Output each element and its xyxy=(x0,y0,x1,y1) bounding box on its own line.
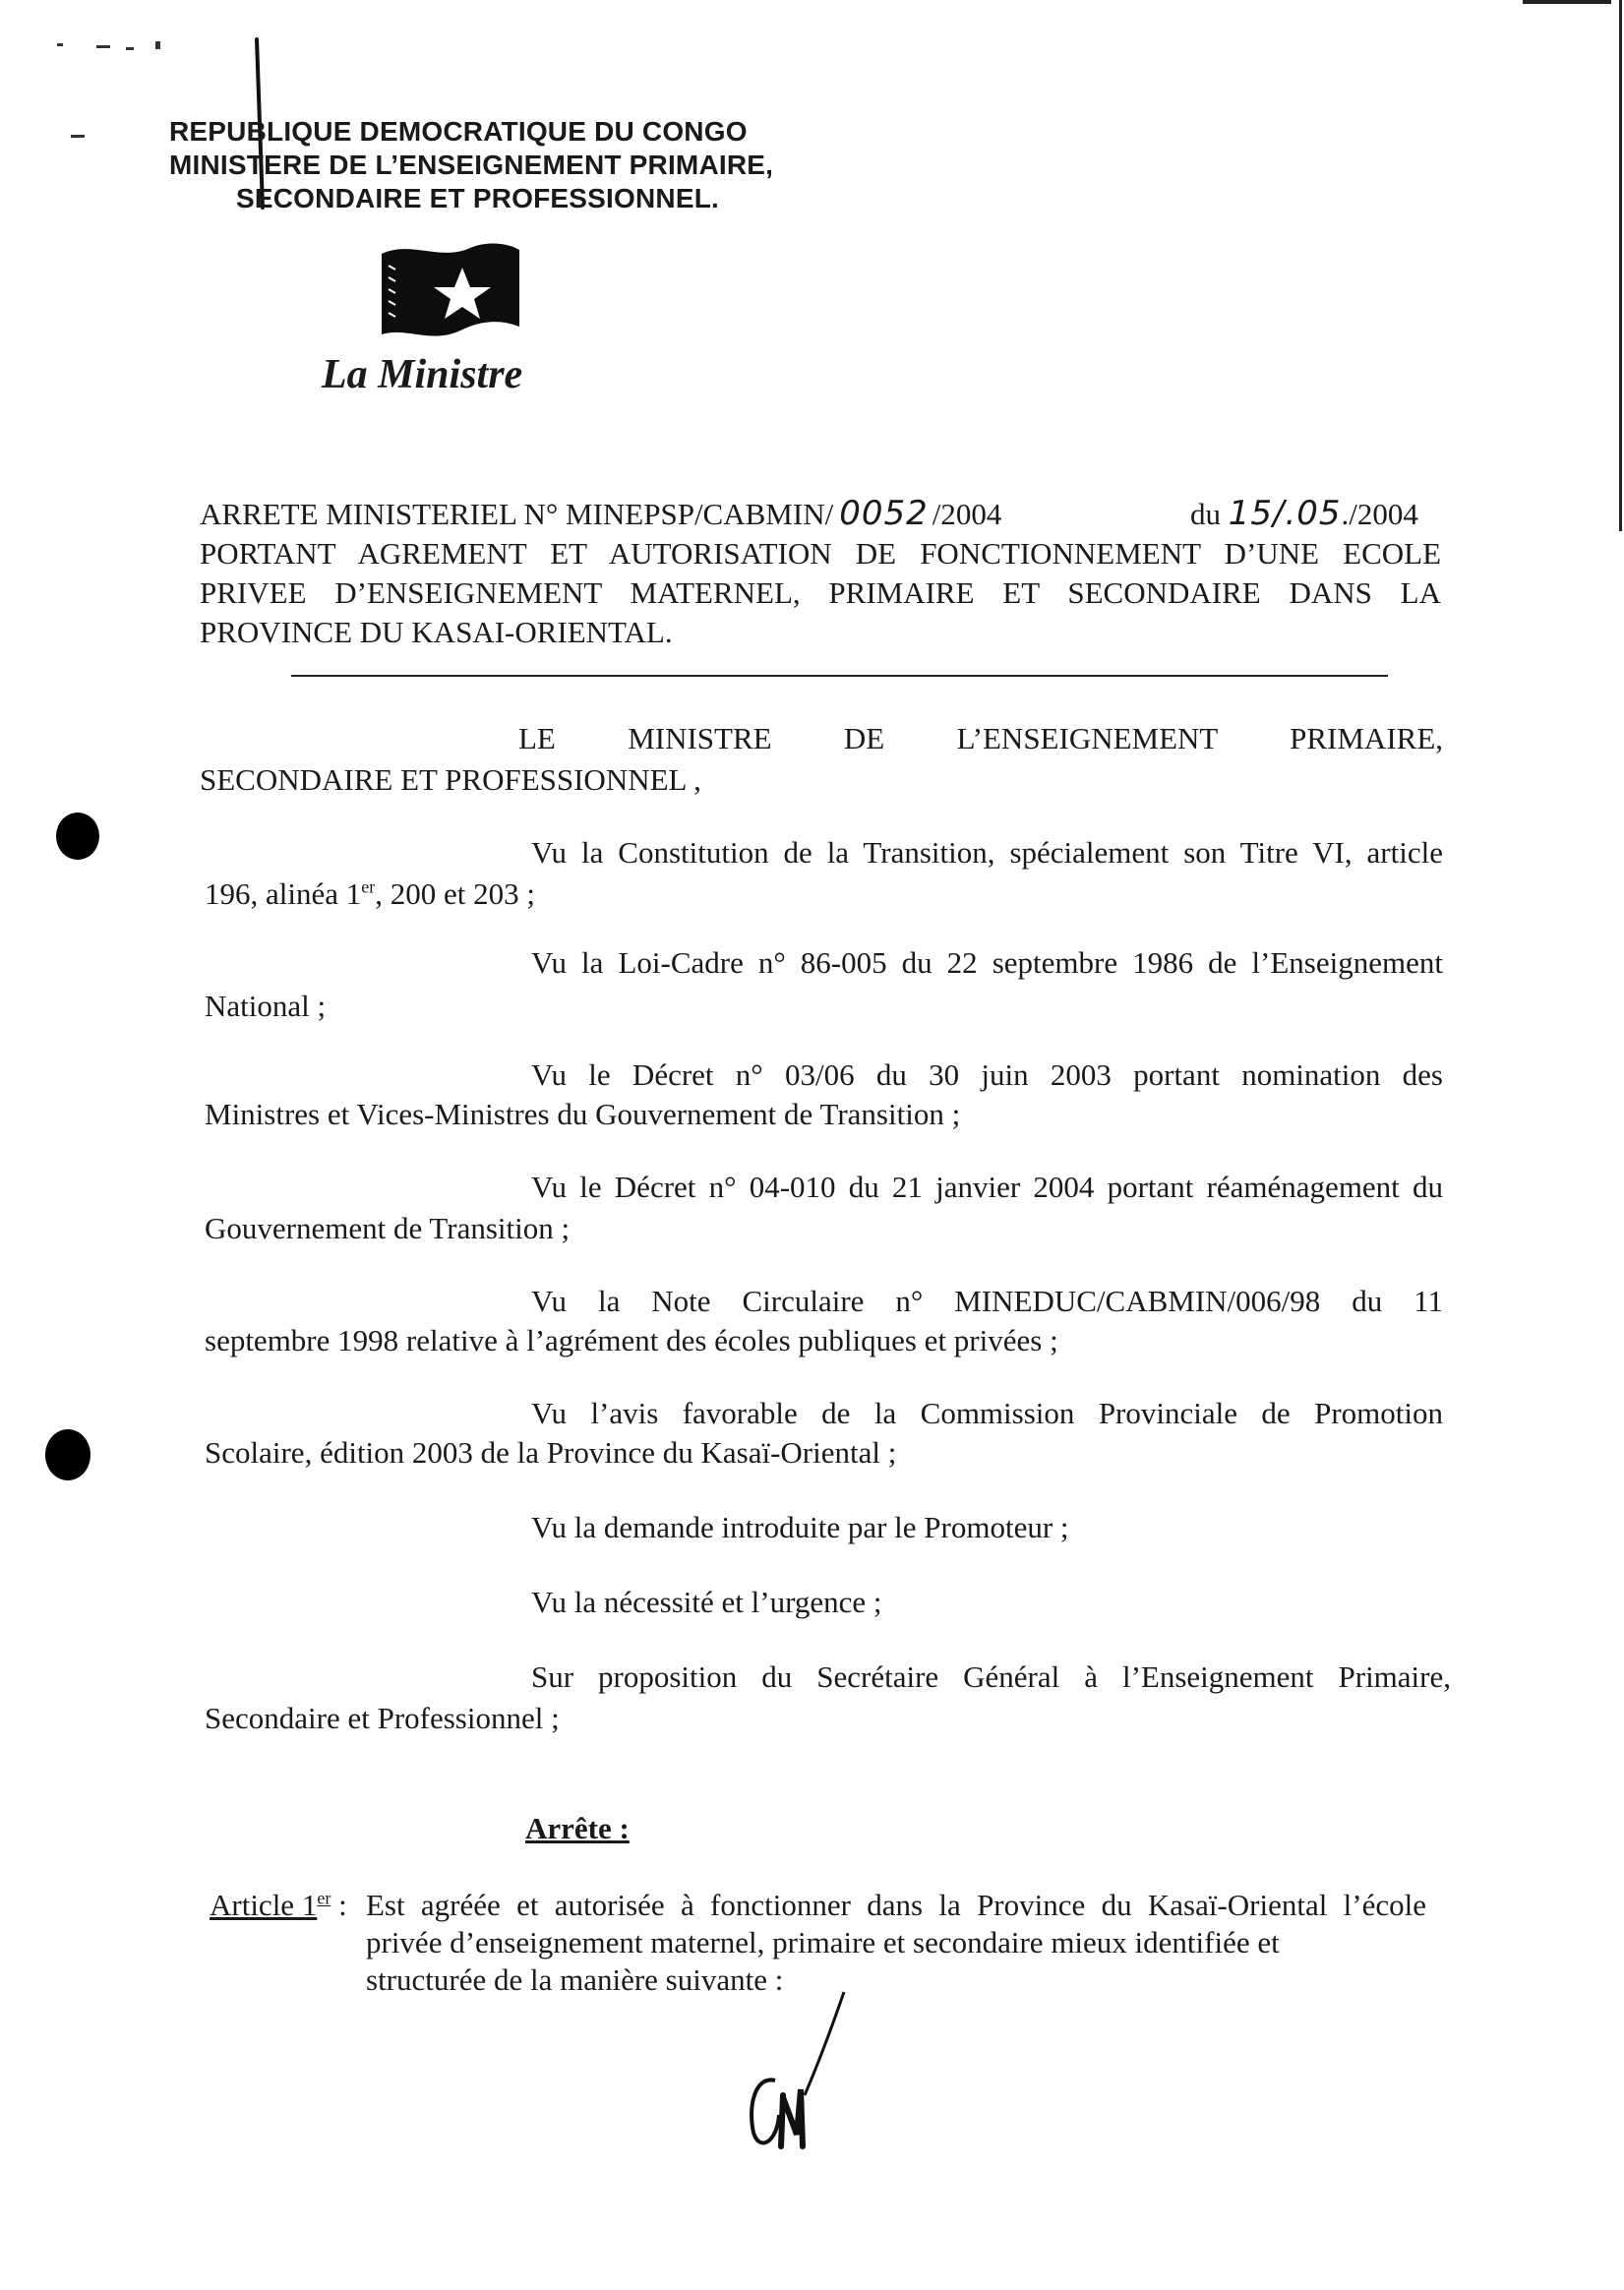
decree-title-line1 xyxy=(200,492,1001,536)
header-country: REPUBLIQUE DEMOCRATIQUE DU CONGO xyxy=(169,116,748,147)
consideration-decret-04010-cont: Gouvernement de Transition ; xyxy=(205,1211,571,1245)
consideration-note-circulaire: Vu la Note Circulaire n° MINEDUC/CABMIN/006/98 du 11 xyxy=(531,1284,1443,1318)
consideration-decret-04010: Vu le Décret n° 04-010 du 21 janvier 2004 portant réaménagement du xyxy=(531,1170,1443,1204)
scan-speck-left xyxy=(71,135,85,138)
minister-line2: SECONDAIRE ET PROFESSIONNEL , xyxy=(200,762,701,797)
article-1-label: Article 1er : xyxy=(210,1888,347,1922)
article-1-line1: Est agréée et autorisée à fonctionner dans la Province du Kasaï-Oriental l’école xyxy=(366,1888,1426,1922)
decree-number-prefix: ARRETE MINISTERIEL N° MINEPSP/CABMIN/ xyxy=(200,497,834,531)
flag-star-emblem xyxy=(372,236,529,352)
decree-title-line2: PORTANT AGREMENT ET AUTORISATION DE FONCTIONNEMENT D’UNE ECOLE xyxy=(200,536,1441,571)
consideration-note-circulaire-cont: septembre 1998 relative à l’agrément des écoles publiques et privées ; xyxy=(205,1323,1058,1357)
punch-hole-top xyxy=(56,813,99,860)
consideration-loi-cadre-cont: National ; xyxy=(205,989,327,1023)
scan-margin-line xyxy=(1619,0,1622,531)
decision-heading: Arrête : xyxy=(525,1811,630,1845)
consideration-loi-cadre: Vu la Loi-Cadre n° 86-005 du 22 septembre 1986 de l’Enseignement xyxy=(531,945,1443,980)
consideration-demande: Vu la demande introduite par le Promoteur ; xyxy=(531,1510,1069,1544)
handwritten-decree-number: 0052 xyxy=(839,494,929,533)
minister-title: La Ministre xyxy=(322,352,523,397)
punch-hole-bottom xyxy=(45,1429,90,1480)
handwritten-signature xyxy=(736,1987,854,2154)
decree-title-line4: PROVINCE DU KASAI-ORIENTAL. xyxy=(200,615,673,649)
title-separator xyxy=(291,675,1388,677)
header-ministry: MINISTERE DE L’ENSEIGNEMENT PRIMAIRE, xyxy=(169,150,774,180)
decree-date-year: ./2004 xyxy=(1341,497,1418,531)
scan-mark-top-right xyxy=(1523,0,1611,4)
header-ministry-cont: SECONDAIRE ET PROFESSIONNEL. xyxy=(236,183,719,213)
article-1-line3: structurée de la manière suivante : xyxy=(366,1962,784,1997)
consideration-constitution-cont: 196, alinéa 1er, 200 et 203 ; xyxy=(205,876,535,911)
consideration-avis-favorable-cont: Scolaire, édition 2003 de la Province du Kasaï-Oriental ; xyxy=(205,1435,897,1470)
consideration-avis-favorable: Vu l’avis favorable de la Commission Provinciale de Promotion xyxy=(531,1396,1443,1430)
scan-specks xyxy=(57,39,175,51)
decree-date-prefix: du xyxy=(1190,497,1221,531)
decree-title-line3: PRIVEE D’ENSEIGNEMENT MATERNEL, PRIMAIRE ET SECONDAIRE DANS LA xyxy=(200,575,1441,610)
consideration-proposition-cont: Secondaire et Professionnel ; xyxy=(205,1701,560,1735)
handwritten-decree-date: 15/.05 xyxy=(1228,494,1342,533)
decree-year: /2004 xyxy=(932,497,1002,531)
consideration-constitution: Vu la Constitution de la Transition, spécialement son Titre VI, article xyxy=(531,835,1443,870)
minister-line1: LE MINISTRE DE L’ENSEIGNEMENT PRIMAIRE, xyxy=(518,721,1443,755)
article-1-line2: privée d’enseignement maternel, primaire et secondaire mieux identifiée et xyxy=(366,1925,1280,1959)
consideration-urgence: Vu la nécessité et l’urgence ; xyxy=(531,1585,882,1619)
consideration-decret-0306: Vu le Décret n° 03/06 du 30 juin 2003 portant nomination des xyxy=(531,1057,1443,1092)
decree-date xyxy=(1190,492,1418,536)
consideration-proposition: Sur proposition du Secrétaire Général à l’Enseignement Primaire, xyxy=(531,1659,1451,1694)
consideration-decret-0306-cont: Ministres et Vices-Ministres du Gouvernement de Transition ; xyxy=(205,1097,961,1131)
